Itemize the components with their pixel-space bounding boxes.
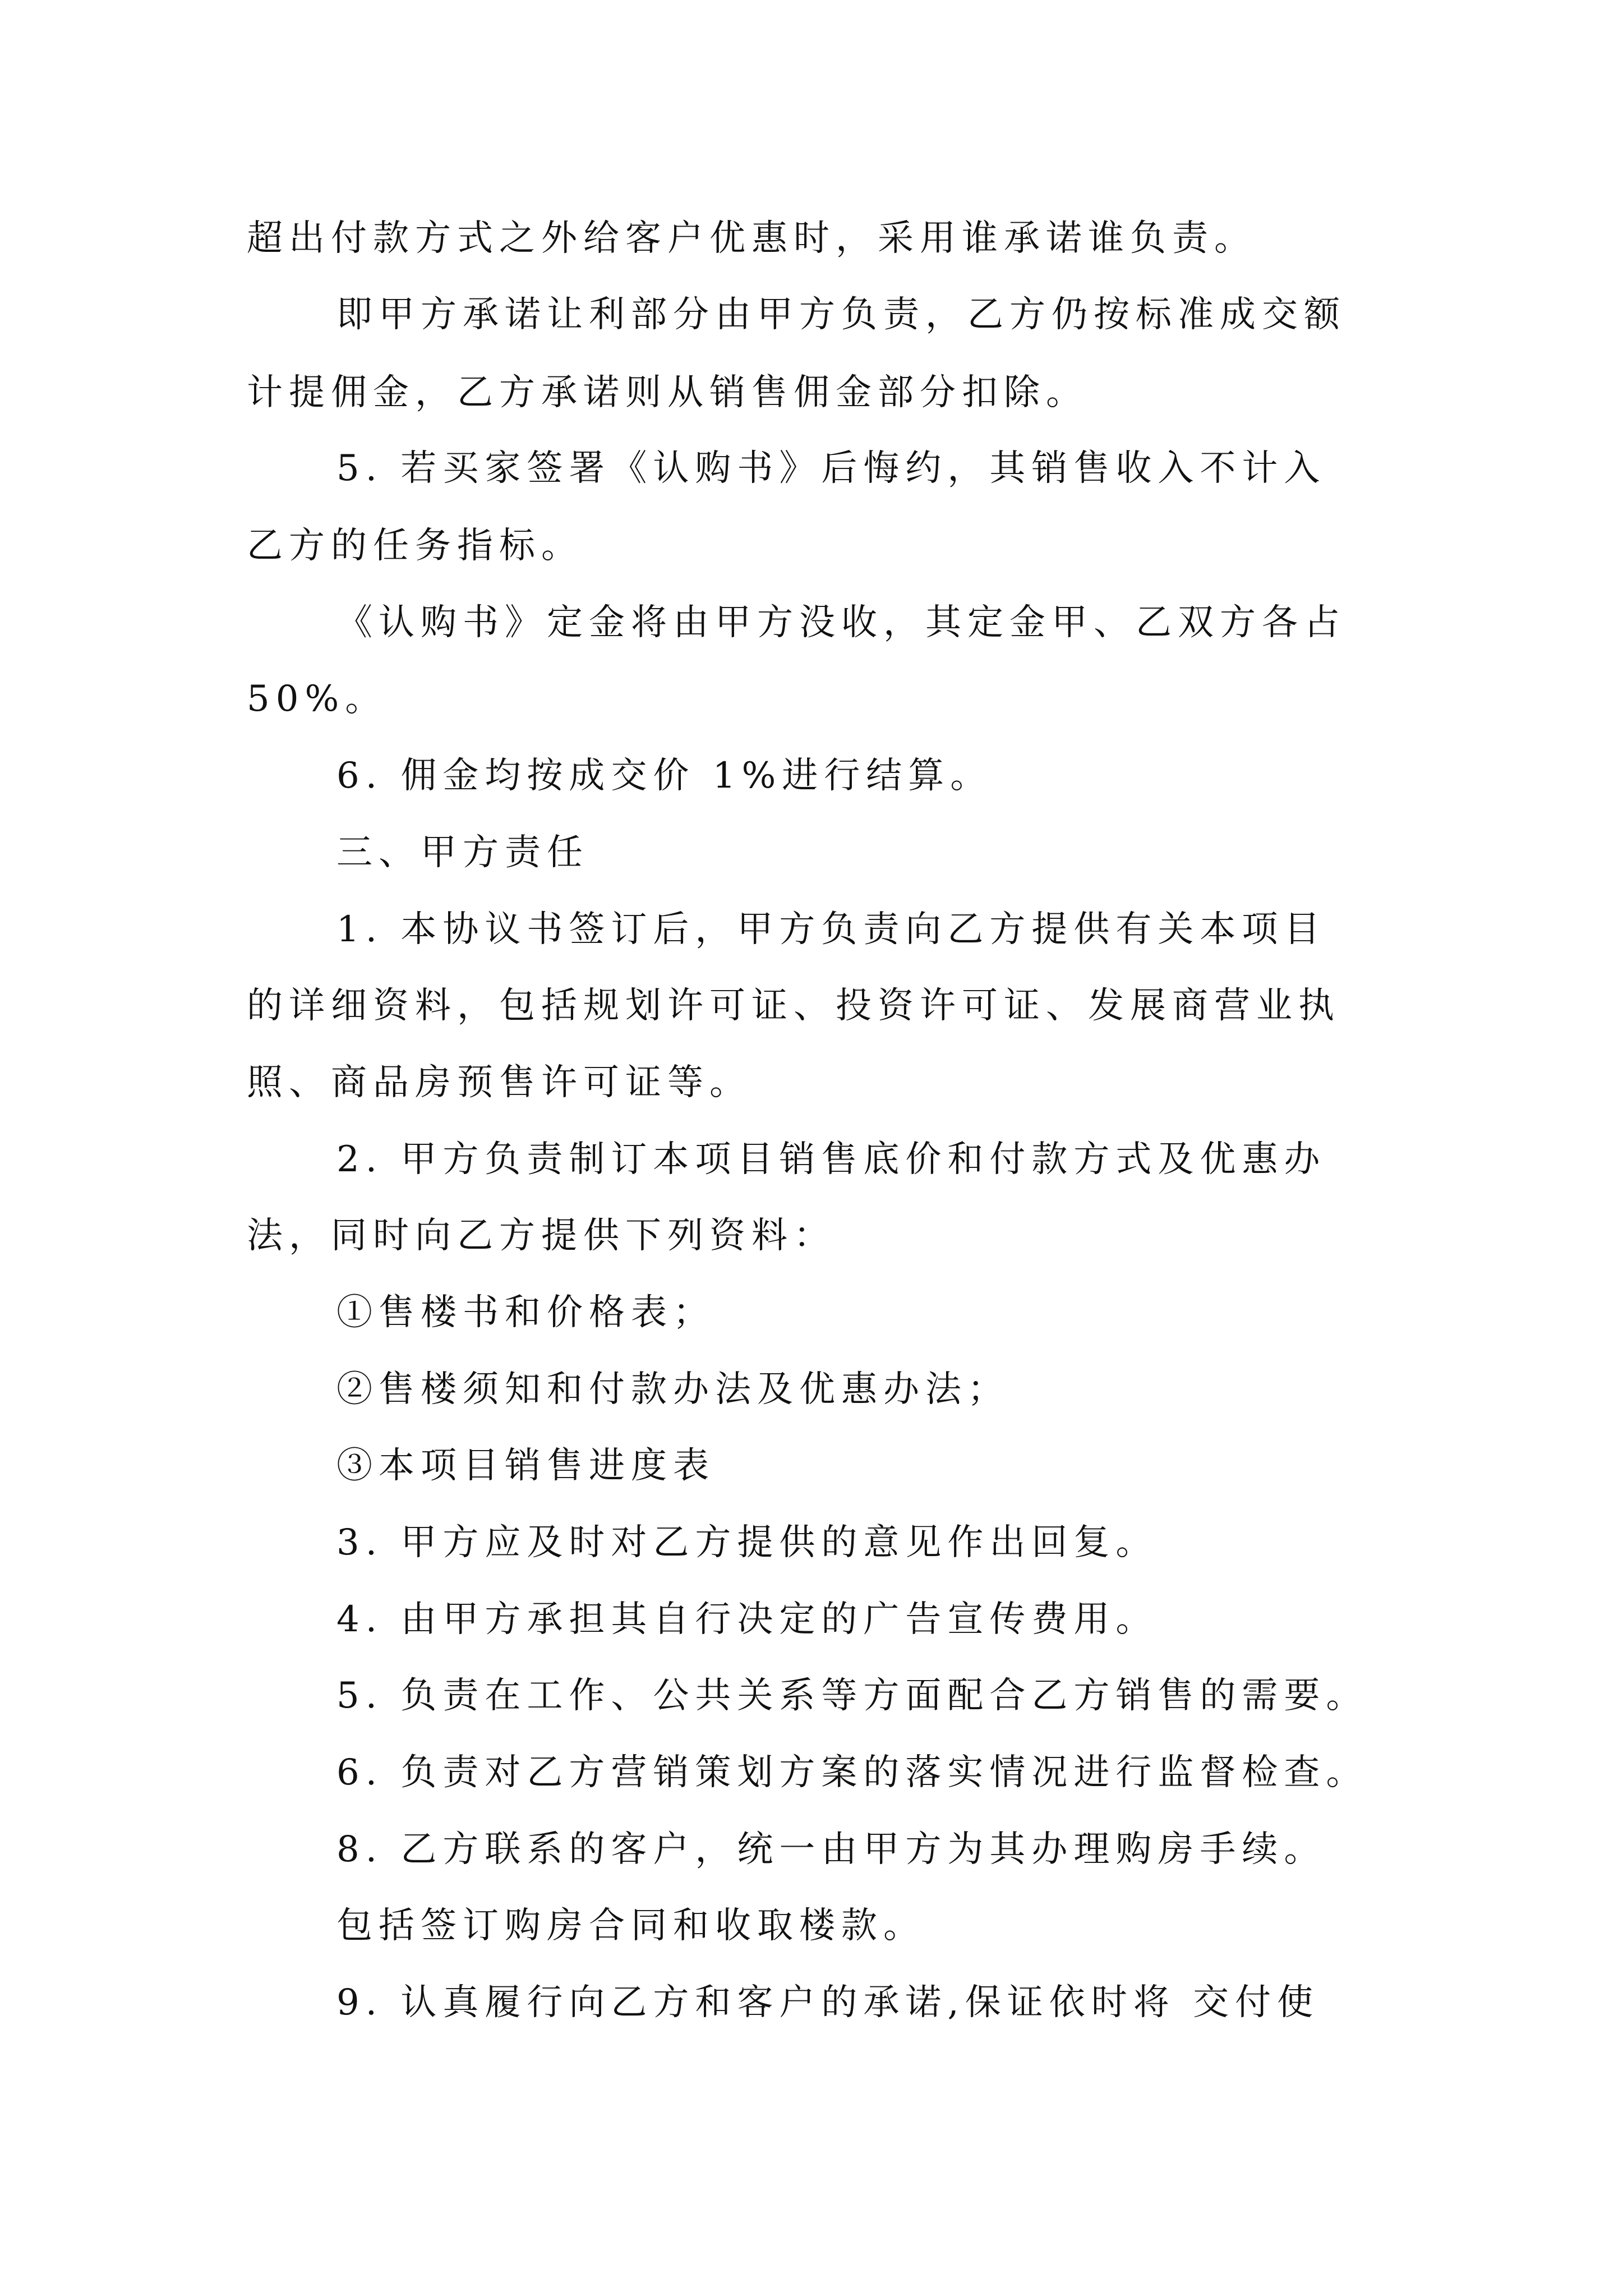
text-line: 乙方的任务指标。 <box>247 525 583 567</box>
text-line: 的详细资料，包括规划许可证、投资许可证、发展商营业执 <box>247 985 1340 1027</box>
text-line: 计提佣金，乙方承诺则从销售佣金部分扣除。 <box>247 372 1088 413</box>
text-line: 50%。 <box>247 678 388 720</box>
text-line: 包括签订购房合同和收取楼款。 <box>336 1905 925 1947</box>
text-line: 《认购书》定金将由甲方没收，其定金甲、乙双方各占 <box>336 602 1346 643</box>
text-line: 即甲方承诺让利部分由甲方负责，乙方仍按标准成交额 <box>336 294 1346 335</box>
text-line: 2. 甲方负责制订本项目销售底价和付款方式及优惠办 <box>336 1139 1326 1180</box>
text-line: 8. 乙方联系的客户，统一由甲方为其办理购房手续。 <box>336 1829 1326 1870</box>
list-item: ②售楼须知和付款办法及优惠办法； <box>336 1369 1009 1410</box>
text-line: 6. 佣金均按成交价 1%进行结算。 <box>336 755 993 797</box>
text-line: 照、商品房预售许可证等。 <box>247 1062 751 1103</box>
list-item: ①售楼书和价格表； <box>336 1292 715 1333</box>
text-line: 9. 认真履行向乙方和客户的承诺,保证依时将 交付使 <box>336 1982 1320 2023</box>
text-line: 3. 甲方应及时对乙方提供的意见作出回复。 <box>336 1522 1158 1563</box>
text-line: 6. 负责对乙方营销策划方案的落实情况进行监督检查。 <box>336 1752 1368 1793</box>
text-line: 5. 若买家签署《认购书》后悔约，其销售收入不计入 <box>336 448 1326 489</box>
text-line: 4. 由甲方承担其自行决定的广告宣传费用。 <box>336 1599 1158 1640</box>
text-line: 超出付款方式之外给客户优惠时，采用谁承诺谁负责。 <box>247 218 1256 259</box>
section-heading: 三、甲方责任 <box>336 832 589 873</box>
text-line: 1. 本协议书签订后，甲方负责向乙方提供有关本项目 <box>336 909 1326 950</box>
list-item: ③本项目销售进度表 <box>336 1445 715 1487</box>
text-line: 5. 负责在工作、公共关系等方面配合乙方销售的需要。 <box>336 1675 1368 1717</box>
text-line: 法，同时向乙方提供下列资料： <box>247 1215 836 1257</box>
